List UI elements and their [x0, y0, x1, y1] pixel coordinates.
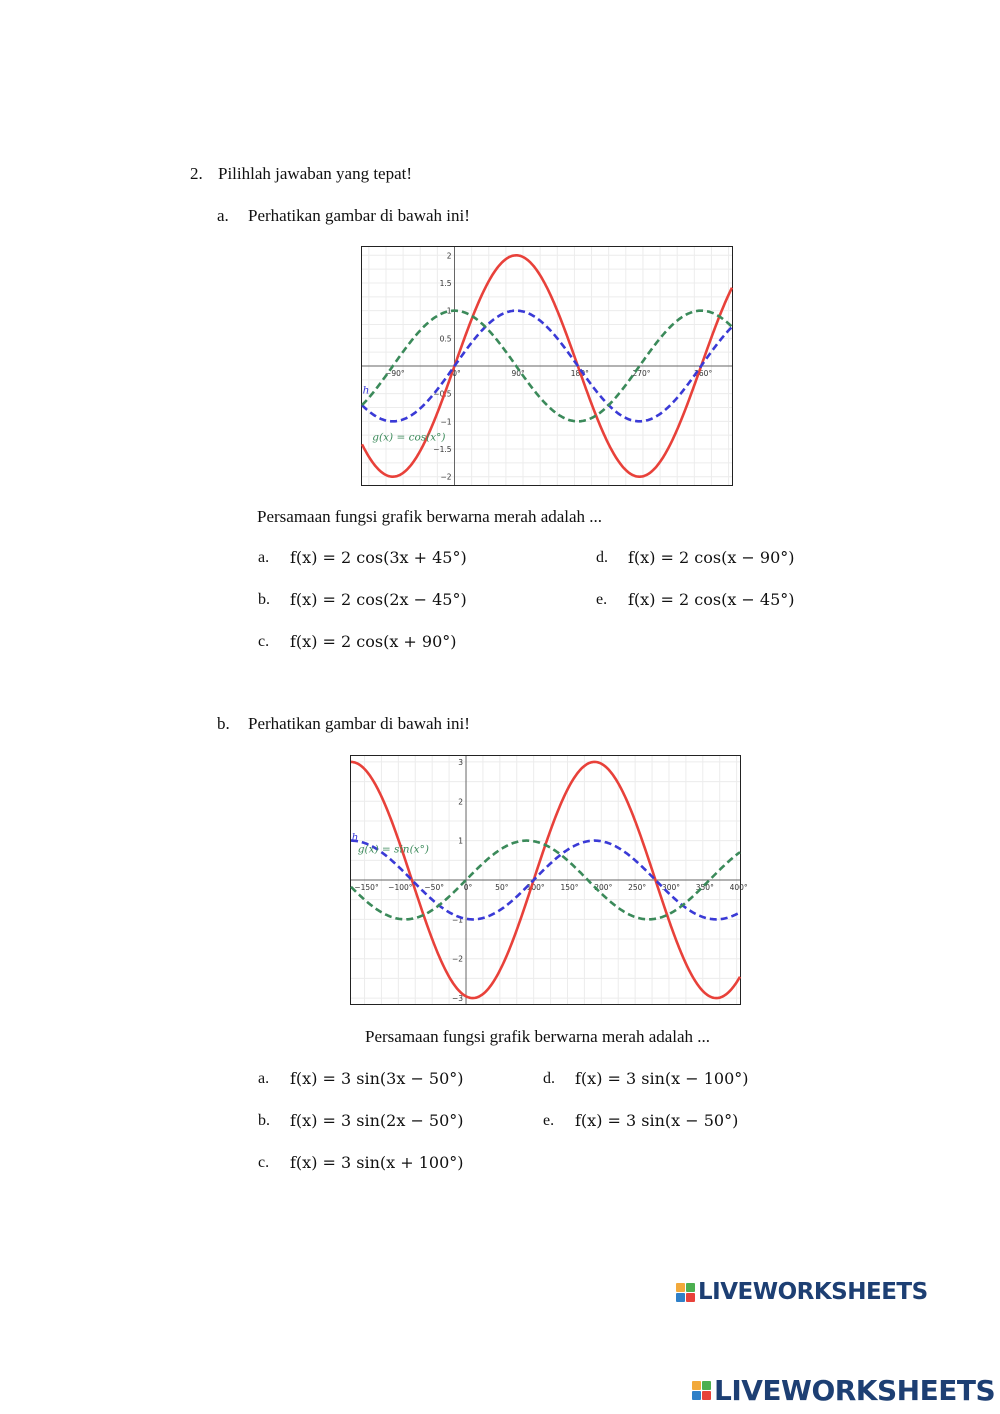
x-tick-label: 90° — [511, 369, 525, 378]
x-tick-label: 360° — [694, 369, 713, 378]
y-tick-label: 1 — [458, 836, 464, 846]
part-a-option-a[interactable]: f(x) = 2 cos(3x + 45°) — [290, 548, 467, 567]
x-tick-label: 150° — [560, 883, 579, 892]
part-b-option-a[interactable]: f(x) = 3 sin(3x − 50°) — [290, 1069, 464, 1088]
part-b-option-c[interactable]: f(x) = 3 sin(x + 100°) — [290, 1153, 464, 1172]
liveworksheets-logo-top — [676, 1279, 928, 1305]
part-b-option-e[interactable]: f(x) = 3 sin(x − 50°) — [575, 1111, 739, 1130]
part-b-option-d-letter: d. — [543, 1070, 555, 1087]
part-a-option-b[interactable]: f(x) = 2 cos(2x − 45°) — [290, 590, 467, 609]
y-tick-label: −3 — [451, 994, 464, 1004]
part-a-option-c-letter: c. — [258, 633, 270, 650]
chart-annotation: g(x) = sin(x°) — [357, 843, 429, 856]
part-b-letter: b. — [217, 714, 230, 733]
y-tick-label: 1 — [446, 306, 452, 316]
chart-annotation: g(x) = cos(x°) — [372, 431, 446, 444]
part-b-option-a-letter: a. — [258, 1070, 270, 1087]
part-a-option-d-letter: d. — [596, 549, 608, 566]
part-a-letter: a. — [217, 206, 229, 225]
part-a-option-a-letter: a. — [258, 549, 270, 566]
part-b-option-e-letter: e. — [543, 1112, 555, 1129]
part-b-option-d[interactable]: f(x) = 3 sin(x − 100°) — [575, 1069, 749, 1088]
y-tick-label: 2 — [458, 797, 464, 807]
y-tick-label: 1.5 — [439, 278, 452, 288]
part-b-option-c-letter: c. — [258, 1154, 270, 1171]
part-b-option-b-letter: b. — [258, 1112, 270, 1129]
x-tick-label: 400° — [729, 883, 748, 892]
x-tick-label: 50° — [495, 883, 509, 892]
chart-annotation: h — [362, 384, 370, 397]
part-a-option-b-letter: b. — [258, 591, 270, 608]
part-b-prompt: Perhatikan gambar di bawah ini! — [248, 714, 470, 733]
y-tick-label: 2 — [446, 251, 452, 261]
y-tick-label: −1 — [440, 417, 452, 427]
chart-part-a — [361, 246, 733, 486]
liveworksheets-logo-bottom — [692, 1374, 995, 1407]
chart-part-b — [350, 755, 748, 1005]
x-tick-label: 250° — [628, 883, 647, 892]
part-a-option-e-letter: e. — [596, 591, 608, 608]
x-tick-label: 0° — [452, 369, 461, 378]
part-b-question-text: Persamaan fungsi grafik berwarna merah adalah ... — [365, 1027, 711, 1046]
x-tick-label: 0° — [463, 883, 473, 892]
x-tick-label: −50° — [424, 883, 444, 892]
x-tick-label: 270° — [632, 369, 651, 378]
y-tick-label: 3 — [458, 757, 464, 767]
liveworksheets-mark-icon — [692, 1381, 711, 1400]
part-a-prompt: Perhatikan gambar di bawah ini! — [248, 206, 470, 225]
y-tick-label: −2 — [440, 472, 452, 482]
x-tick-label: 300° — [661, 883, 681, 892]
part-a-question-text: Persamaan fungsi grafik berwarna merah adalah ... — [257, 507, 603, 526]
question-number: 2. — [190, 164, 203, 183]
logo-text: LIVEWORKSHEETS — [698, 1279, 928, 1305]
y-tick-label: −1 — [451, 915, 464, 925]
x-tick-label: −150° — [354, 883, 379, 892]
x-tick-label: −100° — [388, 883, 413, 892]
y-tick-label: −2 — [451, 954, 464, 964]
logo-text: LIVEWORKSHEETS — [714, 1374, 996, 1407]
chart-annotation: h — [351, 831, 359, 844]
part-b-option-b[interactable]: f(x) = 3 sin(2x − 50°) — [290, 1111, 464, 1130]
x-tick-label: −90° — [385, 369, 405, 378]
x-tick-label: 100° — [526, 883, 545, 892]
chart-part-b-svg — [351, 756, 748, 1004]
liveworksheets-mark-icon — [676, 1283, 695, 1302]
part-a-option-e[interactable]: f(x) = 2 cos(x − 45°) — [628, 590, 795, 609]
y-tick-label: −0.5 — [433, 389, 452, 399]
x-tick-label: 180° — [570, 369, 589, 378]
y-tick-label: 0.5 — [439, 334, 452, 344]
chart-part-a-svg — [362, 247, 732, 485]
x-tick-label: 350° — [695, 883, 714, 892]
question-instruction: Pilihlah jawaban yang tepat! — [218, 164, 413, 183]
y-tick-label: −1.5 — [433, 445, 452, 455]
part-a-option-d[interactable]: f(x) = 2 cos(x − 90°) — [628, 548, 795, 567]
x-tick-label: 200° — [594, 883, 613, 892]
part-a-option-c[interactable]: f(x) = 2 cos(x + 90°) — [290, 632, 457, 651]
